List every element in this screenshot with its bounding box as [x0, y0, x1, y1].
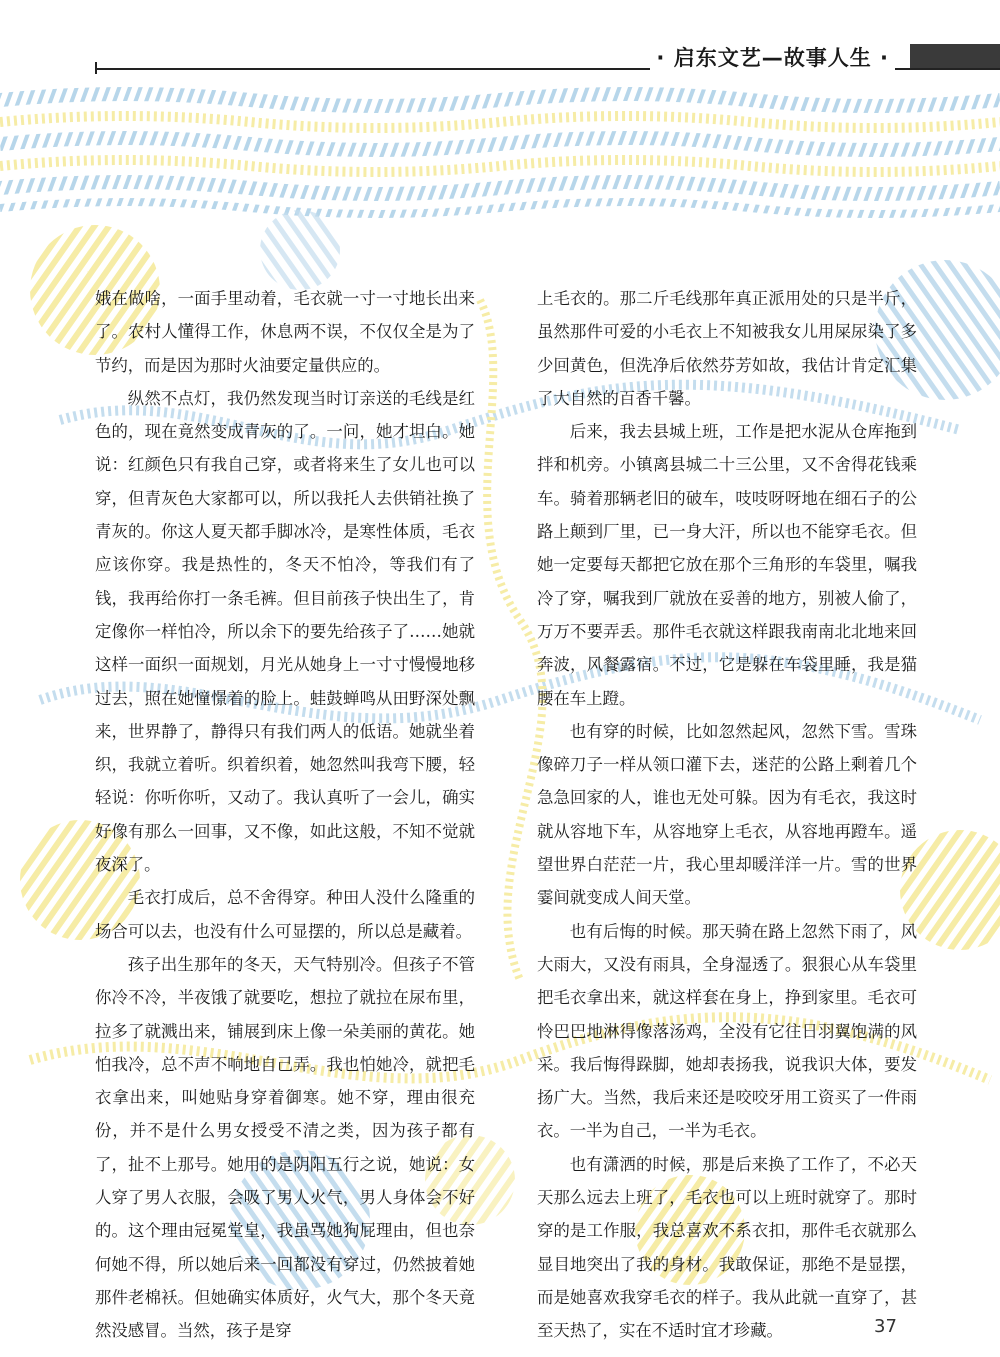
paragraph: 也有后悔的时候。那天骑在路上忽然下雨了，风大雨大，又没有雨具，全身湿透了。狠狠心从车袋里把毛衣拿出来，就这样套在身上，挣到家里。毛衣可怜巴巴地淋得像落汤鸡，全没有它往日羽翼饱满的风采。我后悔得跺脚，她却表扬我，说我识大体，要发扬广大。当然，我后来还是咬咬牙用工资买了一件雨衣。一半为自己，一半为毛衣。	[537, 921, 917, 1141]
paragraph: 后来，我去县城上班，工作是把水泥从仓库拖到拌和机旁。小镇离县城二十三公里，又不舍得花钱乘车。骑着那辆老旧的破车，吱吱呀呀地在细石子的公路上颠到厂里，已一身大汗，所以也不能穿毛衣。但她一定要每天都把它放在那个三角形的车袋里，嘱我冷了穿，嘱我到厂就放在妥善的地方，别被人偷了，万万不要弄丢。那件毛衣就这样跟我南南北北地来回奔波，风餐露宿。不过，它是躲在车袋里睡，我是猫腰在车上蹬。	[537, 422, 917, 708]
text-column-right	[537, 282, 917, 1348]
top-yarn-bands	[0, 94, 1000, 214]
paragraph: 娥在做啥，一面手里动着，毛衣就一寸一寸地长出来了。农村人懂得工作，休息两不误，不仅仅全是为了节约，而是因为那时火油要定量供应的。	[95, 289, 475, 375]
paragraph: 也有穿的时候，比如忽然起风，忽然下雪。雪珠像碎刀子一样从领口灌下去，迷茫的公路上剩着几个急急回家的人，谁也无处可躲。因为有毛衣，我这时就从容地下车，从容地穿上毛衣，从容地再蹬车。遥望世界白茫茫一片，我心里却暖洋洋一片。雪的世界霎间就变成人间天堂。	[537, 721, 917, 908]
text-column-left	[95, 282, 475, 1348]
page-number: 37	[874, 1316, 897, 1337]
running-header	[95, 42, 1000, 76]
paragraph: 纵然不点灯，我仍然发现当时订亲送的毛线是红色的，现在竟然变成青灰的了。一问，她才坦白。她说：红颜色只有我自己穿，或者将来生了女儿也可以穿，但青灰色大家都可以，所以我托人去供销社换了青灰的。你这人夏天都手脚冰冷，是寒性体质，毛衣应该你穿。我是热性的，冬天不怕冷，等我们有了钱，我再给你打一条毛裤。但目前孩子快出生了，肯定像你一样怕冷，所以余下的要先给孩子了……她就这样一面织一面规划，月光从她身上一寸寸慢慢地移过去，照在她憧憬着的脸上。蛙鼓蝉鸣从田野深处飘来，世界静了，静得只有我们两人的低语。她就坐着织，我就立着听。织着织着，她忽然叫我弯下腰，轻轻说：你听你听，又动了。我认真听了一会儿，确实好像有那么一回事，又不像，如此这般，不知不觉就夜深了。	[95, 388, 475, 875]
paragraph: 孩子出生那年的冬天，天气特别冷。但孩子不管你冷不冷，半夜饿了就要吃，想拉了就拉在尿布里，拉多了就溅出来，铺展到床上像一朵美丽的黄花。她怕我冷，总不声不响地自己弄。我也怕她冷，就把毛衣拿出来，叫她贴身穿着御寒。她不穿，理由很充份，并不是什么男女授受不清之类，因为孩子都有了，扯不上那号。她用的是阴阳五行之说，她说：女人穿了男人衣服，会吸了男人火气，男人身体会不好的。这个理由冠冕堂皇，我虽骂她狗屁理由，但也奈何她不得，所以她后来一回都没有穿过，仍然披着她那件老棉袄。但她确实体质好，火气大，那个冬天竟然没感冒。当然，孩子是穿	[95, 954, 475, 1341]
paragraph: 毛衣打成后，总不舍得穿。种田人没什么隆重的场合可以去，也没有什么可显摆的，所以总是藏着。	[95, 888, 475, 941]
header-dark-block	[910, 44, 1000, 68]
header-tick	[95, 62, 97, 74]
paragraph: 上毛衣的。那二斤毛线那年真正派用处的只是半斤，虽然那件可爱的小毛衣上不知被我女儿用屎尿染了多少回黄色，但洗净后依然芬芳如故，我估计肯定汇集了大自然的百香千馨。	[537, 289, 917, 408]
header-title: · 启东文艺—故事人生 ·	[650, 42, 895, 72]
paragraph: 也有潇洒的时候，那是后来换了工作了，不必天天那么远去上班了，毛衣也可以上班时就穿了。那时穿的是工作服，我总喜欢不系衣扣，那件毛衣就那么显目地突出了我的身材。我敢保证，那绝不是显摆，而是她喜欢我穿毛衣的样子。我从此就一直穿了，甚至天热了，实在不适时宜才珍藏。	[537, 1154, 917, 1341]
